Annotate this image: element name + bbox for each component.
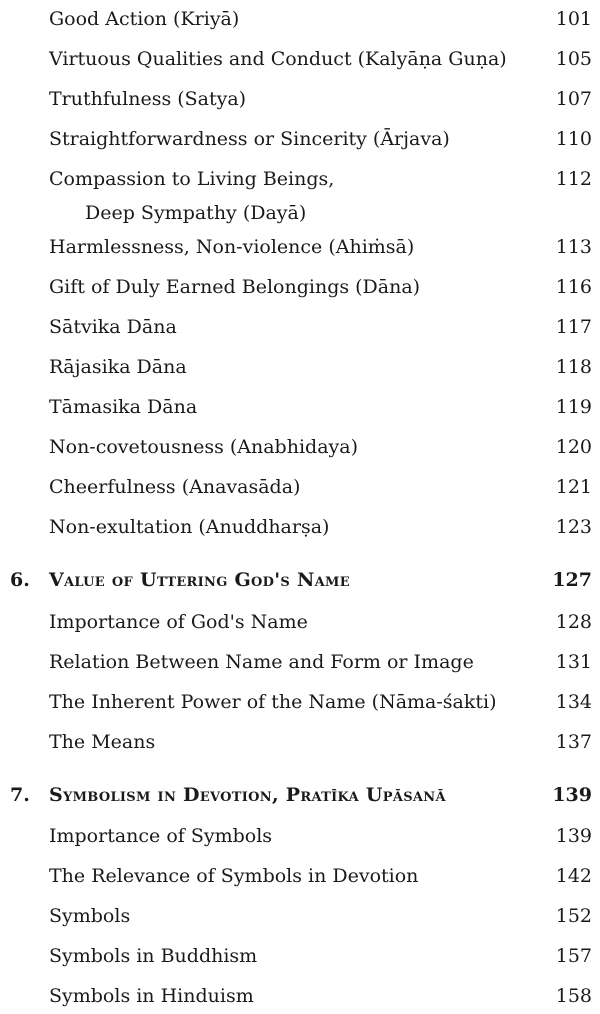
entry-title: Symbols in Buddhism [49, 945, 258, 967]
chapter-page-number: 139 [552, 784, 592, 806]
chapter-number: 7. [10, 784, 30, 806]
entry-title: Relation Between Name and Form or Image [49, 651, 474, 673]
entry-page-number: 139 [555, 825, 592, 847]
entry-title: Symbols [49, 905, 131, 927]
entry-title: Non-exultation (Anuddharṣa) [49, 516, 330, 538]
entry-title: Sātvika Dāna [49, 316, 177, 338]
entry-page-number: 131 [555, 651, 592, 673]
entry-page-number: 110 [555, 128, 592, 150]
entry-title: Cheerfulness (Anavasāda) [49, 476, 301, 498]
entry-title: Good Action (Kriyā) [49, 8, 240, 30]
entry-title: Symbols in Hinduism [49, 985, 254, 1007]
entry-title: Importance of God's Name [49, 611, 308, 633]
entry-page-number: 128 [555, 611, 592, 633]
entry-page-number: 137 [555, 731, 592, 753]
chapter-page-number: 127 [552, 569, 592, 591]
entry-title-line1: Compassion to Living Beings, [49, 168, 335, 190]
entry-page-number: 152 [555, 905, 592, 927]
entry-page-number: 117 [555, 316, 592, 338]
entry-title: The Relevance of Symbols in Devotion [49, 865, 419, 887]
entry-page-number: 123 [555, 516, 592, 538]
entry-title: Importance of Symbols [49, 825, 273, 847]
entry-page-number: 116 [555, 276, 592, 298]
chapter-number: 6. [10, 569, 30, 591]
entry-title: Rājasika Dāna [49, 356, 187, 378]
entry-title-line2: Deep Sympathy (Dayā) [85, 202, 307, 224]
entry-title: Straightforwardness or Sincerity (Ārjava) [49, 128, 450, 150]
entry-page-number: 112 [555, 168, 592, 190]
entry-page-number: 121 [555, 476, 592, 498]
entry-title: The Inherent Power of the Name (Nāma-śakti) [49, 691, 497, 713]
entry-title: Non-covetousness (Anabhidaya) [49, 436, 359, 458]
entry-title: Truthfulness (Satya) [49, 88, 247, 110]
entry-page-number: 105 [555, 48, 592, 70]
entry-title: The Means [49, 731, 156, 753]
entry-page-number: 119 [555, 396, 592, 418]
entry-page-number: 158 [555, 985, 592, 1007]
entry-page-number: 157 [555, 945, 592, 967]
entry-page-number: 101 [555, 8, 592, 30]
entry-page-number: 120 [555, 436, 592, 458]
entry-title: Gift of Duly Earned Belongings (Dāna) [49, 276, 421, 298]
entry-title [49, 168, 334, 224]
entry-page-number: 118 [555, 356, 592, 378]
entry-page-number: 113 [555, 236, 592, 258]
chapter-title: Value of Uttering God's Name [49, 569, 350, 591]
chapter-title: Symbolism in Devotion, Pratīka Upāsanā [49, 784, 446, 806]
entry-title: Virtuous Qualities and Conduct (Kalyāṇa Guṇa) [49, 48, 507, 70]
entry-page-number: 107 [555, 88, 592, 110]
entry-title: Tāmasika Dāna [49, 396, 198, 418]
entry-page-number: 134 [555, 691, 592, 713]
entry-title: Harmlessness, Non-violence (Ahiṁsā) [49, 236, 415, 258]
entry-page-number: 142 [555, 865, 592, 887]
